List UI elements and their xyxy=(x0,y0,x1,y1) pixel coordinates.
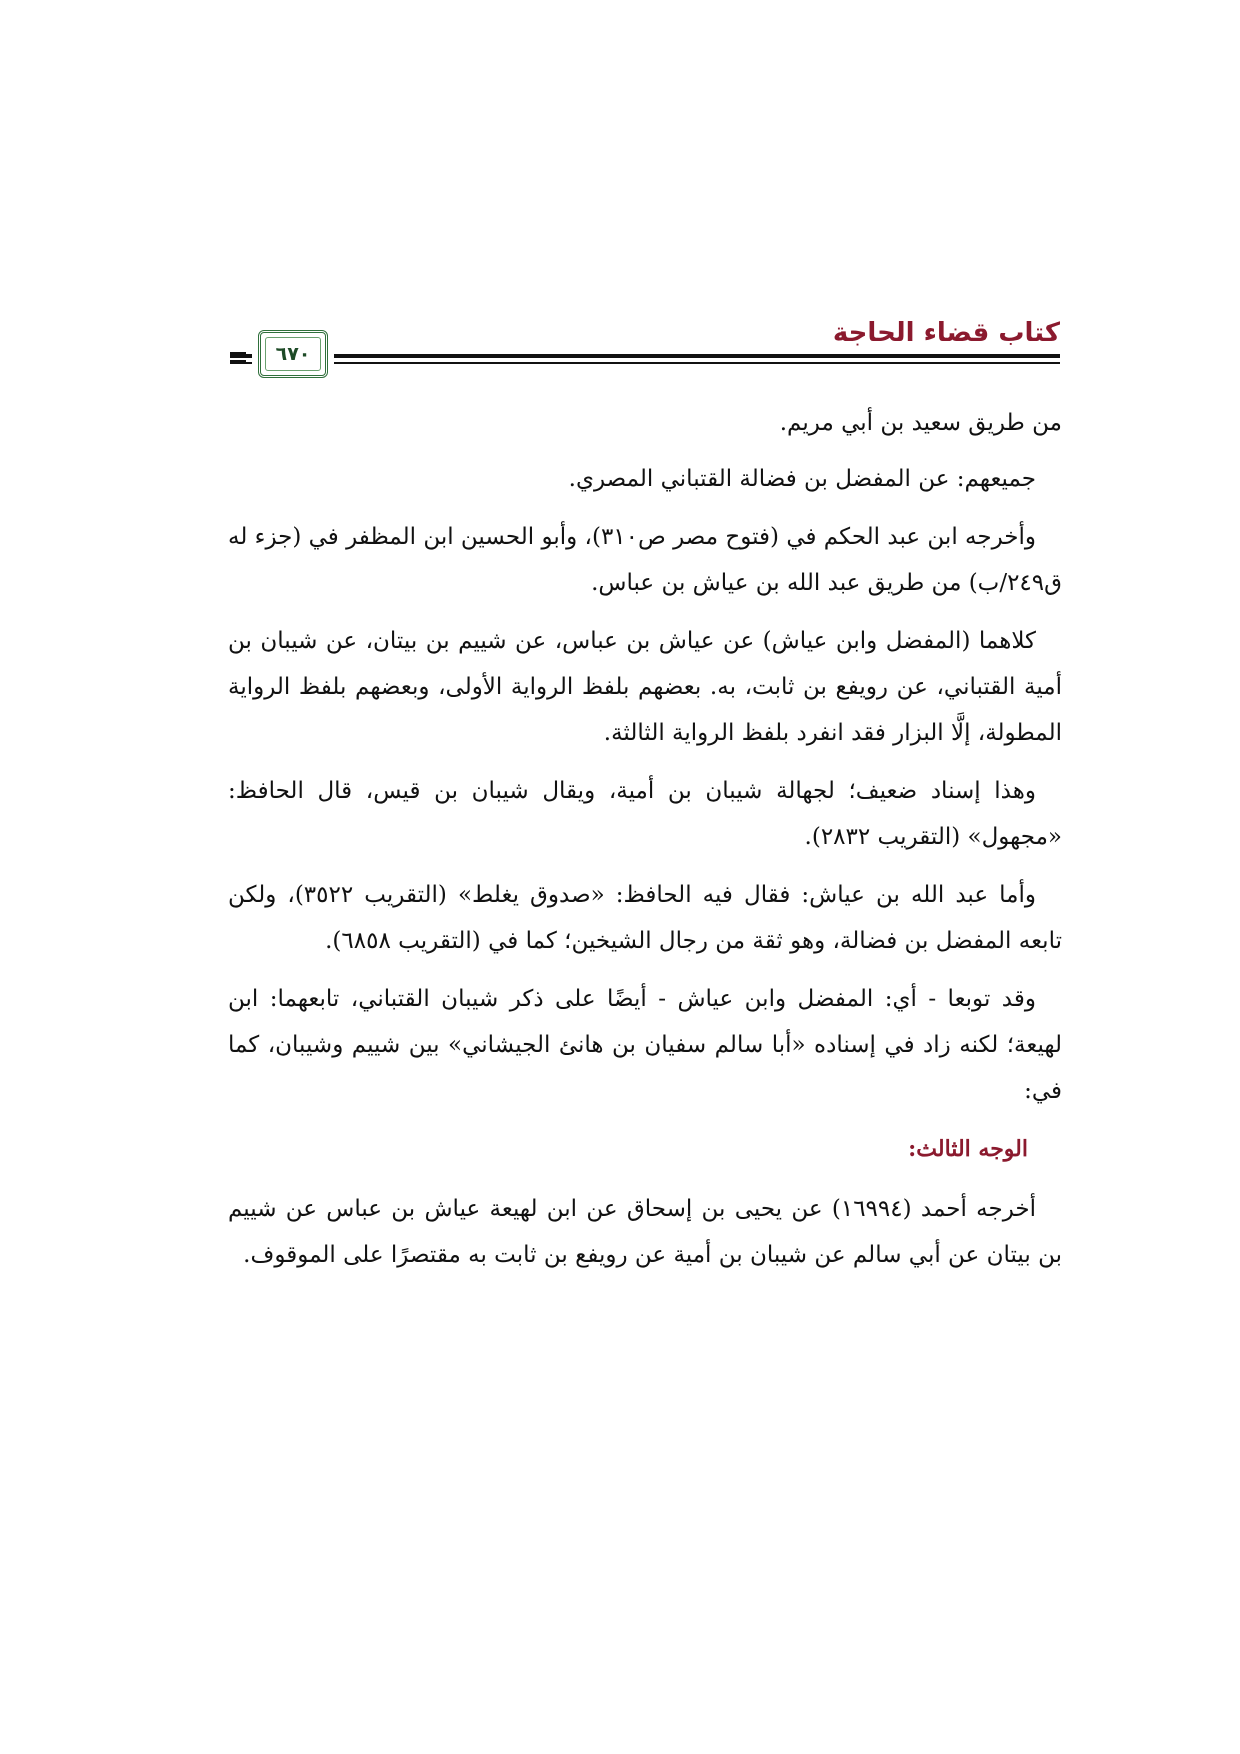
paragraph-2: جميعهم: عن المفضل بن فضالة القتباني المصري. xyxy=(568,466,1036,492)
page-number: ٦٧٠ xyxy=(275,343,311,365)
header-rule-thick xyxy=(230,354,1060,358)
paragraph-3: وأخرجه ابن عبد الحكم في (فتوح مصر ص٣١٠)، وأبو الحسين ابن المظفر في (جزء له ق٢٤٩/ب) من طريق عبد الله بن عياش بن عباس. xyxy=(227,524,1062,596)
paragraph-8: أخرجه أحمد (١٦٩٩٤) عن يحيى بن إسحاق عن ابن لهيعة عياش بن عباس عن شييم بن بيتان عن أبي سالم عن شيبان بن أمية عن رويفع بن ثابت به مقتصرًا على الموقوف. xyxy=(228,1196,1062,1268)
paragraph-4: كلاهما (المفضل وابن عياش) عن عياش بن عباس، عن شييم بن بيتان، عن شيبان بن أمية القتباني، عن رويفع بن ثابت، به. بعضهم بلفظ الرواية الأولى، وبعضهم بلفظ الرواية المطولة، إلَّا البزار فقد انفرد بلفظ الرواية الثالثة. xyxy=(228,628,1062,746)
paragraph-5: وهذا إسناد ضعيف؛ لجهالة شيبان بن أمية، ويقال شيبان بن قيس، قال الحافظ: «مجهول» (التقريب ٢٨٣٢). xyxy=(228,778,1062,850)
main-text xyxy=(228,400,1062,1290)
section-heading: الوجه الثالث: xyxy=(908,1136,1028,1162)
header-rule-stub-bottom xyxy=(230,360,246,363)
header-rule-stub-top xyxy=(230,352,246,355)
header-rule-thin xyxy=(230,362,1060,364)
paragraph-1: من طريق سعيد بن أبي مريم. xyxy=(779,410,1062,436)
running-header xyxy=(230,312,1060,392)
paragraph-7: وقد توبعا - أي: المفضل وابن عياش - أيضًا على ذكر شيبان القتباني، تابعهما: ابن لهيعة؛ لكنه زاد في إسناده «أبا سالم سفيان بن هانئ الجيشاني» بين شييم وشيبان، كما في: xyxy=(228,986,1062,1104)
book-title: كتاب قضاء الحاجة xyxy=(832,318,1060,348)
page-number-badge xyxy=(258,330,328,378)
paragraph-6: وأما عبد الله بن عياش: فقال فيه الحافظ: «صدوق يغلط» (التقريب ٣٥٢٢)، ولكن تابعه المفضل بن فضالة، وهو ثقة من رجال الشيخين؛ كما في (التقريب ٦٨٥٨). xyxy=(228,882,1062,954)
